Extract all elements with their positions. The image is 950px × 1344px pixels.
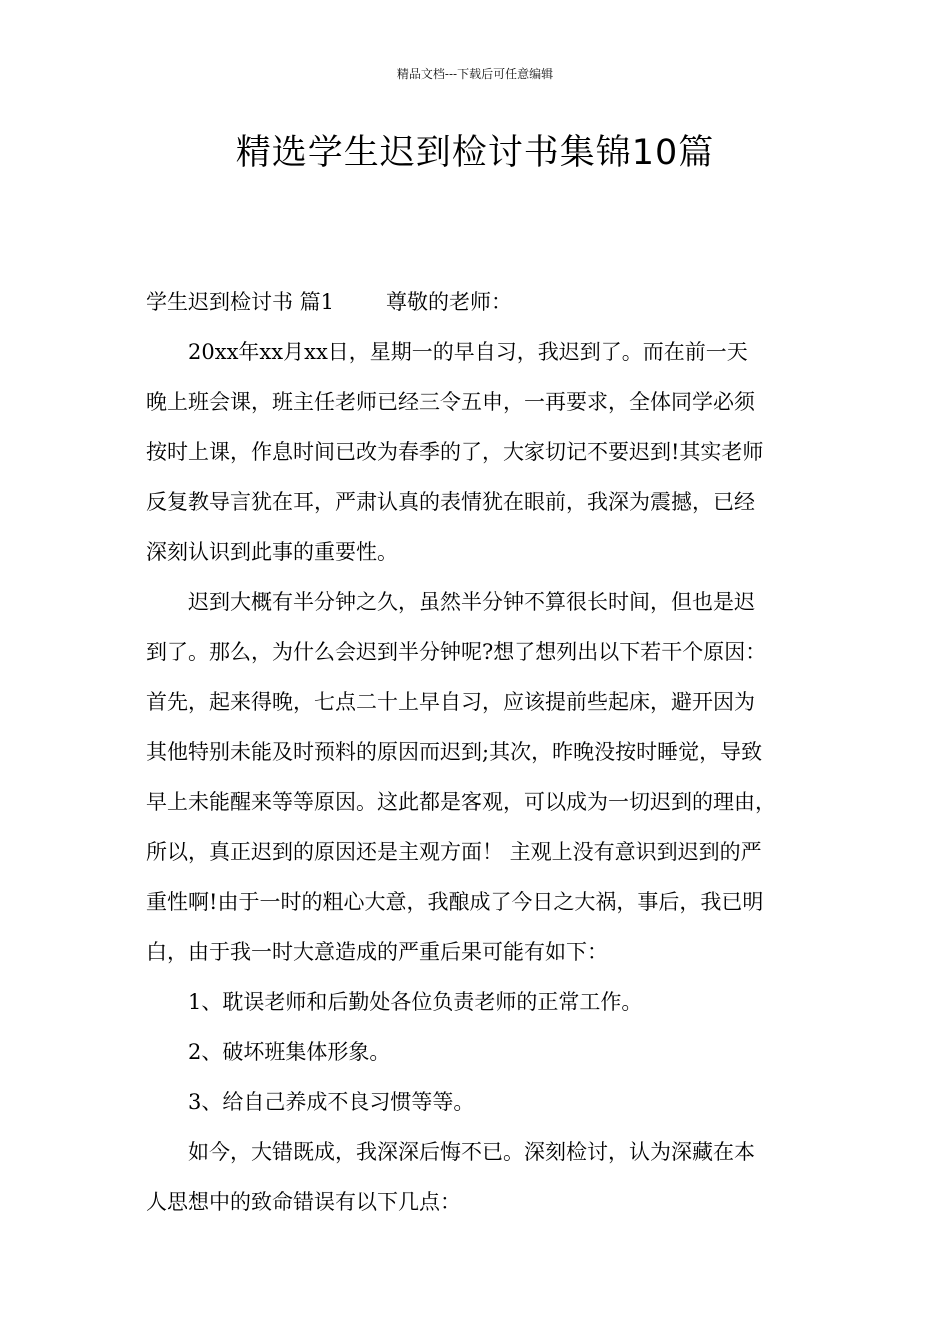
section-label: 学生迟到检讨书 篇1: [146, 290, 335, 314]
body-line: 迟到大概有半分钟之久，虽然半分钟不算很长时间，但也是迟: [188, 590, 755, 614]
body-line: 所以，真正迟到的原因还是主观方面！ 主观上没有意识到迟到的严: [146, 840, 762, 864]
document-body: [146, 277, 822, 1227]
body-line: 人思想中的致命错误有以下几点：: [146, 1190, 461, 1214]
body-line: 早上未能醒来等等原因。这此都是客观，可以成为一切迟到的理由，: [146, 790, 776, 814]
body-line: 按时上课，作息时间已改为春季的了，大家切记不要迟到!其实老师: [146, 440, 764, 464]
body-line: 反复教导言犹在耳，严肃认真的表情犹在眼前，我深为震撼，已经: [146, 490, 755, 514]
section-heading-line: [146, 277, 822, 327]
body-line: 20xx年xx月xx日，星期一的早自习，我迟到了。而在前一天: [188, 340, 748, 364]
body-line: 到了。那么，为什么会迟到半分钟呢?想了想列出以下若干个原因：: [146, 640, 767, 664]
list-item: 2、破坏班集体形象。: [188, 1040, 391, 1064]
document-title: 精选学生迟到检讨书集锦10篇: [235, 133, 715, 173]
salutation: 尊敬的老师：: [386, 290, 513, 314]
body-line: 如今，大错既成，我深深后悔不已。深刻检讨，认为深藏在本: [188, 1140, 755, 1164]
body-line: 深刻认识到此事的重要性。: [146, 540, 398, 564]
body-line: 白，由于我一时大意造成的严重后果可能有如下：: [146, 940, 608, 964]
body-line: 其他特别未能及时预料的原因而迟到;其次，昨晚没按时睡觉，导致: [146, 740, 763, 764]
body-line: 重性啊!由于一时的粗心大意，我酿成了今日之大祸，事后，我已明: [146, 890, 764, 914]
body-line: 首先，起来得晚，七点二十上早自习，应该提前些起床，避开因为: [146, 690, 755, 714]
list-item: 1、耽误老师和后勤处各位负责老师的正常工作。: [188, 990, 643, 1014]
header-note: 精品文档---下载后可任意编辑: [396, 67, 554, 81]
list-item: 3、给自己养成不良习惯等等。: [188, 1090, 475, 1114]
body-line: 晚上班会课，班主任老师已经三令五申，一再要求，全体同学必须: [146, 390, 755, 414]
